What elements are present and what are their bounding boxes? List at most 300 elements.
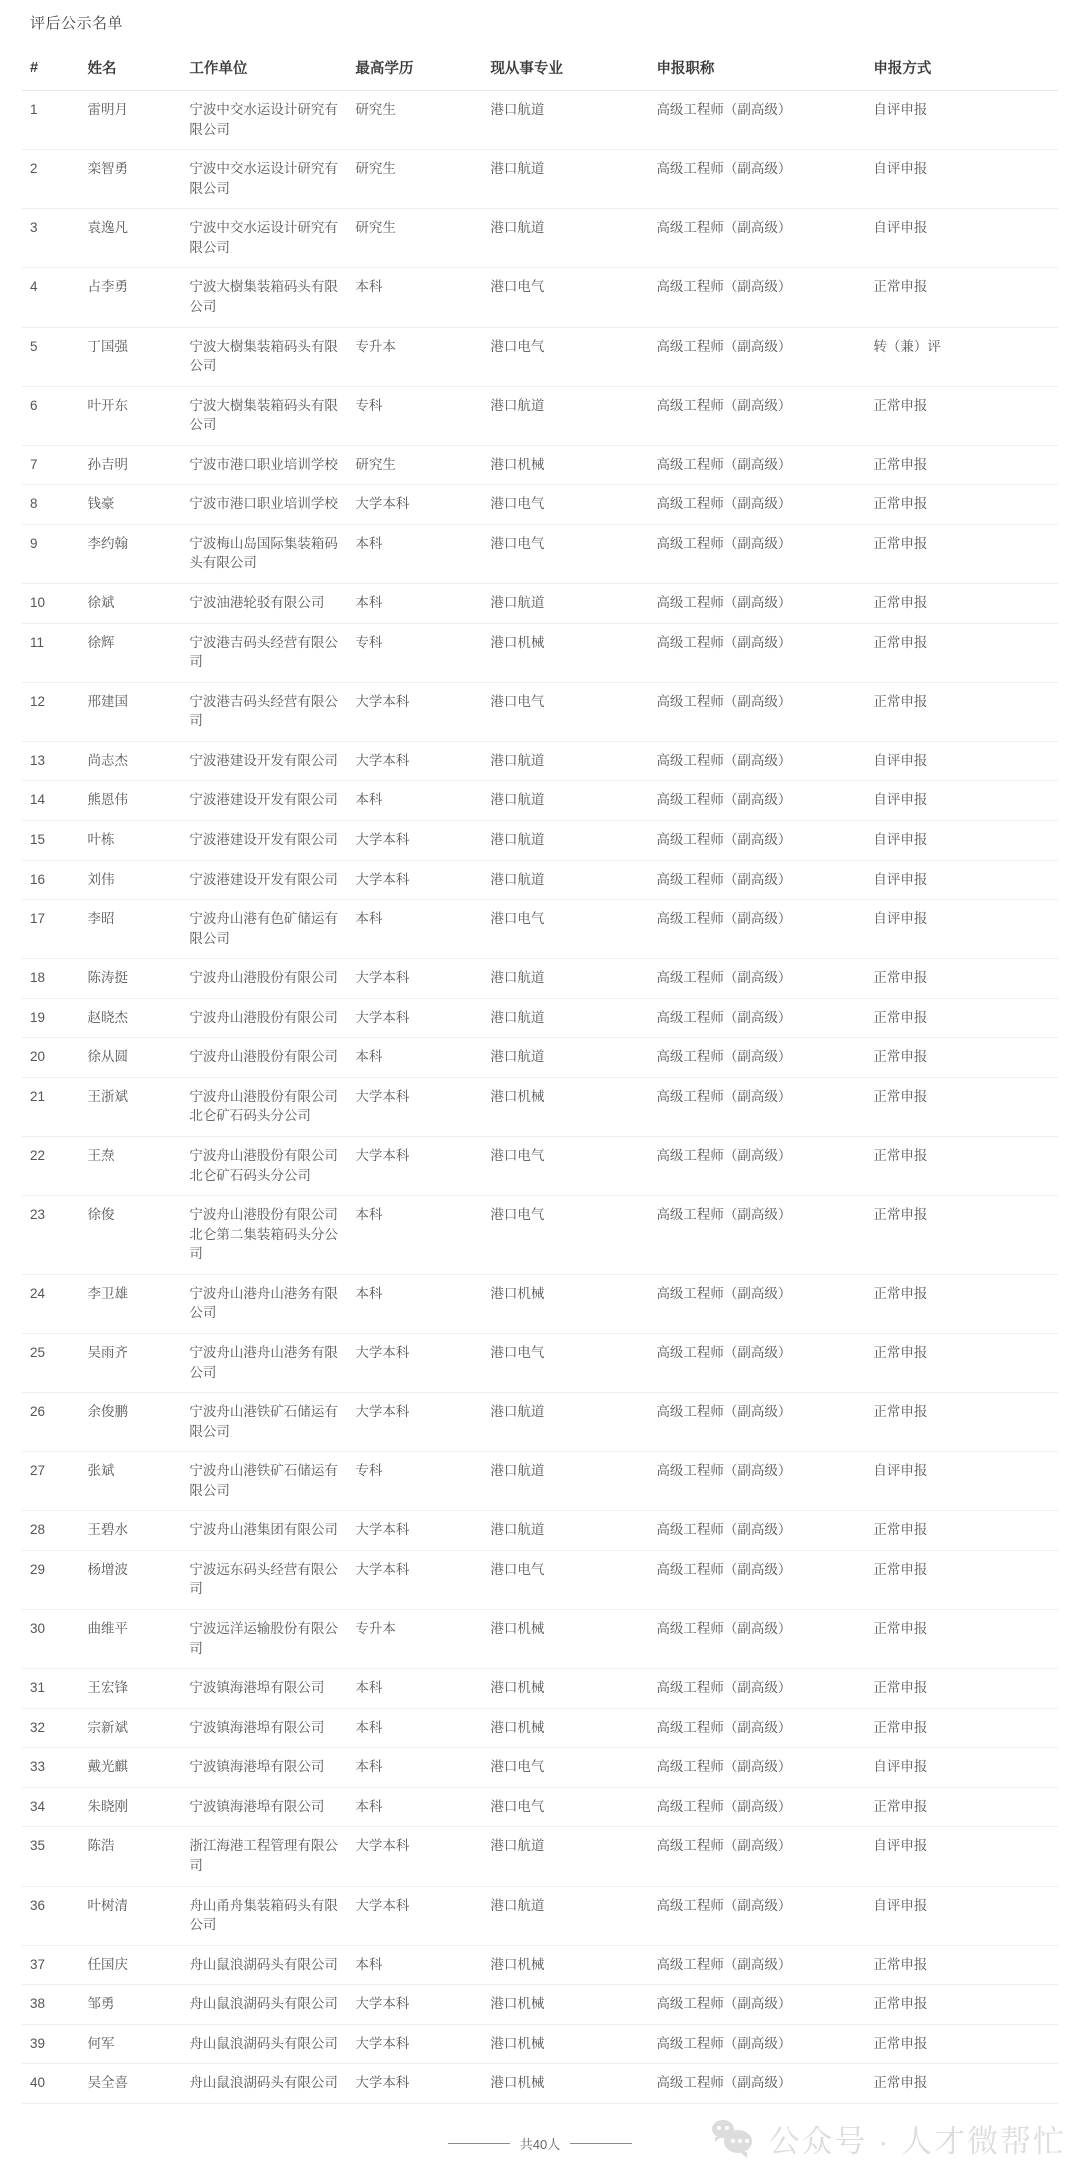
cell-name: 栾智勇 [80,150,182,209]
cell-index: 2 [22,150,80,209]
cell-title: 高级工程师（副高级） [648,781,865,821]
cell-method: 正常申报 [865,1511,1058,1551]
cell-method: 正常申报 [865,1669,1058,1709]
cell-method: 自评申报 [865,91,1058,150]
cell-title: 高级工程师（副高级） [648,524,865,583]
cell-name: 戴光麒 [80,1748,182,1788]
cell-major: 港口航道 [482,1827,648,1886]
cell-title: 高级工程师（副高级） [648,1985,865,2025]
cell-index: 3 [22,209,80,268]
cell-name: 叶树清 [80,1886,182,1945]
total-count-label: 共40人 [519,2136,561,2152]
cell-org: 宁波大樹集装箱码头有限公司 [181,327,347,386]
table-row [22,1511,1058,1551]
cell-major: 港口航道 [482,1038,648,1078]
cell-index: 21 [22,1077,80,1136]
cell-major: 港口航道 [482,860,648,900]
cell-title: 高级工程师（副高级） [648,1610,865,1669]
cell-name: 王焘 [80,1137,182,1196]
cell-index: 13 [22,741,80,781]
watermark-text: 公众号 · 人才微帮忙 [768,2123,1066,2159]
cell-education: 专科 [347,1452,482,1511]
table-row [22,268,1058,327]
cell-index: 1 [22,91,80,150]
cell-education: 本科 [347,1038,482,1078]
cell-method: 自评申报 [865,820,1058,860]
cell-education: 大学本科 [347,2024,482,2064]
cell-org: 宁波港建设开发有限公司 [181,860,347,900]
cell-name: 宗新斌 [80,1708,182,1748]
cell-major: 港口机械 [482,1610,648,1669]
cell-index: 22 [22,1137,80,1196]
cell-org: 宁波镇海港埠有限公司 [181,1787,347,1827]
cell-title: 高级工程师（副高级） [648,1748,865,1788]
cell-index: 12 [22,682,80,741]
cell-index: 7 [22,445,80,485]
cell-education: 本科 [347,1196,482,1275]
cell-method: 自评申报 [865,860,1058,900]
table-row [22,900,1058,959]
cell-index: 33 [22,1748,80,1788]
cell-title: 高级工程师（副高级） [648,1827,865,1886]
table-row [22,1827,1058,1886]
table-row [22,1787,1058,1827]
cell-education: 研究生 [347,91,482,150]
cell-major: 港口航道 [482,584,648,624]
cell-title: 高级工程师（副高级） [648,91,865,150]
cell-method: 自评申报 [865,781,1058,821]
footer-rule-right [570,2143,632,2144]
cell-education: 专升本 [347,1610,482,1669]
cell-title: 高级工程师（副高级） [648,1274,865,1333]
table-row [22,1077,1058,1136]
cell-title: 高级工程师（副高级） [648,268,865,327]
table-row [22,741,1058,781]
cell-name: 曲维平 [80,1610,182,1669]
cell-major: 港口机械 [482,1945,648,1985]
cell-method: 正常申报 [865,485,1058,525]
cell-method: 正常申报 [865,1610,1058,1669]
cell-education: 本科 [347,900,482,959]
table-row [22,1038,1058,1078]
cell-index: 4 [22,268,80,327]
cell-org: 宁波中交水运设计研究有限公司 [181,209,347,268]
cell-major: 港口电气 [482,682,648,741]
cell-name: 徐斌 [80,584,182,624]
cell-method: 转（兼）评 [865,327,1058,386]
cell-education: 本科 [347,584,482,624]
cell-org: 宁波油港轮驳有限公司 [181,584,347,624]
cell-education: 大学本科 [347,1886,482,1945]
cell-org: 宁波舟山港股份有限公司北仑第二集装箱码头分公司 [181,1196,347,1275]
cell-org: 宁波舟山港铁矿石储运有限公司 [181,1452,347,1511]
cell-index: 27 [22,1452,80,1511]
cell-name: 叶开东 [80,386,182,445]
cell-index: 35 [22,1827,80,1886]
cell-index: 18 [22,959,80,999]
cell-index: 30 [22,1610,80,1669]
cell-method: 正常申报 [865,682,1058,741]
cell-method: 正常申报 [865,1333,1058,1392]
table-row [22,1886,1058,1945]
table-row [22,959,1058,999]
cell-education: 大学本科 [347,820,482,860]
cell-name: 熊恩伟 [80,781,182,821]
cell-title: 高级工程师（副高级） [648,860,865,900]
cell-title: 高级工程师（副高级） [648,741,865,781]
page-title: 评后公示名单 [30,15,124,32]
cell-name: 王浙斌 [80,1077,182,1136]
cell-title: 高级工程师（副高级） [648,1787,865,1827]
cell-education: 大学本科 [347,1333,482,1392]
cell-education: 本科 [347,781,482,821]
cell-org: 宁波舟山港集团有限公司 [181,1511,347,1551]
cell-title: 高级工程师（副高级） [648,445,865,485]
cell-index: 32 [22,1708,80,1748]
table-row [22,209,1058,268]
cell-name: 邢建国 [80,682,182,741]
cell-title: 高级工程师（副高级） [648,1886,865,1945]
table-row [22,2024,1058,2064]
column-header-name: 姓名 [80,47,182,91]
cell-title: 高级工程师（副高级） [648,584,865,624]
cell-org: 宁波市港口职业培训学校 [181,445,347,485]
cell-org: 宁波镇海港埠有限公司 [181,1669,347,1709]
cell-method: 自评申报 [865,741,1058,781]
cell-method: 正常申报 [865,623,1058,682]
cell-method: 自评申报 [865,1452,1058,1511]
cell-method: 正常申报 [865,524,1058,583]
table-row [22,682,1058,741]
cell-method: 正常申报 [865,1038,1058,1078]
cell-org: 宁波舟山港股份有限公司 [181,959,347,999]
cell-title: 高级工程师（副高级） [648,1393,865,1452]
table-body [22,91,1058,2104]
cell-method: 正常申报 [865,268,1058,327]
cell-method: 自评申报 [865,1886,1058,1945]
cell-org: 宁波远东码头经营有限公司 [181,1550,347,1609]
table-row [22,1137,1058,1196]
column-header-index: # [22,47,80,91]
table-row [22,820,1058,860]
cell-major: 港口电气 [482,1787,648,1827]
cell-name: 叶栋 [80,820,182,860]
cell-org: 宁波市港口职业培训学校 [181,485,347,525]
cell-org: 宁波中交水运设计研究有限公司 [181,150,347,209]
cell-method: 正常申报 [865,1137,1058,1196]
cell-method: 自评申报 [865,900,1058,959]
cell-title: 高级工程师（副高级） [648,1077,865,1136]
cell-major: 港口机械 [482,2024,648,2064]
cell-education: 本科 [347,524,482,583]
cell-index: 5 [22,327,80,386]
cell-method: 自评申报 [865,1827,1058,1886]
cell-method: 正常申报 [865,1196,1058,1275]
cell-org: 宁波中交水运设计研究有限公司 [181,91,347,150]
cell-index: 19 [22,998,80,1038]
cell-org: 宁波港吉码头经营有限公司 [181,682,347,741]
table-row [22,150,1058,209]
cell-org: 宁波镇海港埠有限公司 [181,1748,347,1788]
cell-major: 港口航道 [482,91,648,150]
cell-major: 港口电气 [482,268,648,327]
cell-title: 高级工程师（副高级） [648,485,865,525]
cell-name: 赵晓杰 [80,998,182,1038]
cell-index: 15 [22,820,80,860]
cell-title: 高级工程师（副高级） [648,1669,865,1709]
cell-major: 港口机械 [482,1708,648,1748]
cell-education: 专科 [347,623,482,682]
cell-index: 10 [22,584,80,624]
cell-major: 港口电气 [482,1550,648,1609]
table-row [22,524,1058,583]
cell-method: 正常申报 [865,1708,1058,1748]
cell-index: 9 [22,524,80,583]
cell-method: 正常申报 [865,1393,1058,1452]
table-header [22,47,1058,91]
cell-major: 港口航道 [482,959,648,999]
table-row [22,1274,1058,1333]
cell-index: 28 [22,1511,80,1551]
publicity-list-table [22,47,1058,2104]
cell-org: 宁波梅山岛国际集装箱码头有限公司 [181,524,347,583]
cell-org: 宁波舟山港舟山港务有限公司 [181,1274,347,1333]
cell-major: 港口机械 [482,623,648,682]
cell-method: 自评申报 [865,150,1058,209]
table-row [22,386,1058,445]
cell-major: 港口机械 [482,445,648,485]
cell-major: 港口航道 [482,741,648,781]
cell-name: 徐辉 [80,623,182,682]
cell-org: 宁波舟山港铁矿石储运有限公司 [181,1393,347,1452]
cell-method: 正常申报 [865,2064,1058,2104]
cell-major: 港口航道 [482,1452,648,1511]
cell-index: 25 [22,1333,80,1392]
cell-method: 正常申报 [865,959,1058,999]
cell-index: 37 [22,1945,80,1985]
cell-index: 40 [22,2064,80,2104]
cell-major: 港口航道 [482,820,648,860]
cell-education: 大学本科 [347,1985,482,2025]
cell-name: 尚志杰 [80,741,182,781]
table-row [22,327,1058,386]
cell-name: 袁逸凡 [80,209,182,268]
cell-education: 研究生 [347,445,482,485]
cell-major: 港口机械 [482,1669,648,1709]
table-row [22,485,1058,525]
column-header-major: 现从事专业 [482,47,648,91]
table-row [22,1748,1058,1788]
cell-education: 大学本科 [347,1077,482,1136]
cell-method: 自评申报 [865,1748,1058,1788]
cell-name: 任国庆 [80,1945,182,1985]
cell-education: 研究生 [347,150,482,209]
cell-education: 大学本科 [347,682,482,741]
table-row [22,1196,1058,1275]
cell-education: 本科 [347,1669,482,1709]
footer-rule-left [448,2143,510,2144]
cell-major: 港口航道 [482,150,648,209]
cell-index: 39 [22,2024,80,2064]
table-row [22,1333,1058,1392]
cell-major: 港口航道 [482,1511,648,1551]
cell-major: 港口电气 [482,485,648,525]
cell-major: 港口航道 [482,386,648,445]
cell-major: 港口电气 [482,1748,648,1788]
cell-education: 大学本科 [347,741,482,781]
table-row [22,1985,1058,2025]
cell-org: 宁波大樹集装箱码头有限公司 [181,268,347,327]
cell-name: 刘伟 [80,860,182,900]
cell-title: 高级工程师（副高级） [648,820,865,860]
cell-title: 高级工程师（副高级） [648,623,865,682]
cell-index: 34 [22,1787,80,1827]
cell-major: 港口电气 [482,524,648,583]
cell-education: 本科 [347,1945,482,1985]
cell-major: 港口电气 [482,1137,648,1196]
cell-org: 宁波舟山港股份有限公司 [181,998,347,1038]
table-row [22,1452,1058,1511]
cell-org: 宁波舟山港股份有限公司北仑矿石码头分公司 [181,1077,347,1136]
cell-name: 吴全喜 [80,2064,182,2104]
cell-education: 本科 [347,1274,482,1333]
cell-title: 高级工程师（副高级） [648,386,865,445]
table-row [22,860,1058,900]
cell-org: 浙江海港工程管理有限公司 [181,1827,347,1886]
cell-education: 本科 [347,268,482,327]
column-header-education: 最高学历 [347,47,482,91]
cell-index: 20 [22,1038,80,1078]
cell-method: 正常申报 [865,445,1058,485]
cell-name: 杨增波 [80,1550,182,1609]
cell-title: 高级工程师（副高级） [648,2024,865,2064]
table-row [22,1945,1058,1985]
cell-name: 钱豪 [80,485,182,525]
cell-index: 16 [22,860,80,900]
cell-name: 丁国强 [80,327,182,386]
cell-major: 港口航道 [482,1886,648,1945]
cell-title: 高级工程师（副高级） [648,998,865,1038]
cell-method: 正常申报 [865,1274,1058,1333]
cell-method: 正常申报 [865,1787,1058,1827]
cell-name: 徐俊 [80,1196,182,1275]
cell-education: 大学本科 [347,1393,482,1452]
cell-title: 高级工程师（副高级） [648,1038,865,1078]
cell-major: 港口机械 [482,1077,648,1136]
cell-major: 港口机械 [482,2064,648,2104]
table-row [22,1550,1058,1609]
cell-index: 36 [22,1886,80,1945]
cell-title: 高级工程师（副高级） [648,1945,865,1985]
cell-name: 徐从圆 [80,1038,182,1078]
cell-title: 高级工程师（副高级） [648,1137,865,1196]
cell-method: 正常申报 [865,1550,1058,1609]
cell-title: 高级工程师（副高级） [648,1333,865,1392]
cell-education: 大学本科 [347,998,482,1038]
cell-education: 大学本科 [347,959,482,999]
cell-name: 何军 [80,2024,182,2064]
cell-education: 专升本 [347,327,482,386]
cell-name: 雷明月 [80,91,182,150]
cell-name: 李约翰 [80,524,182,583]
cell-title: 高级工程师（副高级） [648,900,865,959]
cell-major: 港口电气 [482,1196,648,1275]
cell-method: 自评申报 [865,209,1058,268]
cell-major: 港口机械 [482,1274,648,1333]
table-row [22,1708,1058,1748]
cell-org: 宁波港建设开发有限公司 [181,820,347,860]
cell-index: 17 [22,900,80,959]
table-row [22,1393,1058,1452]
cell-index: 11 [22,623,80,682]
cell-index: 23 [22,1196,80,1275]
cell-org: 宁波大樹集装箱码头有限公司 [181,386,347,445]
cell-index: 38 [22,1985,80,2025]
cell-method: 正常申报 [865,998,1058,1038]
cell-method: 正常申报 [865,386,1058,445]
cell-index: 14 [22,781,80,821]
cell-index: 6 [22,386,80,445]
cell-org: 宁波舟山港舟山港务有限公司 [181,1333,347,1392]
cell-org: 宁波舟山港有色矿储运有限公司 [181,900,347,959]
cell-index: 24 [22,1274,80,1333]
cell-name: 李卫雄 [80,1274,182,1333]
cell-index: 29 [22,1550,80,1609]
cell-major: 港口航道 [482,1393,648,1452]
cell-name: 张斌 [80,1452,182,1511]
table-row [22,998,1058,1038]
cell-index: 31 [22,1669,80,1709]
cell-title: 高级工程师（副高级） [648,209,865,268]
cell-name: 朱晓刚 [80,1787,182,1827]
cell-major: 港口电气 [482,327,648,386]
cell-index: 8 [22,485,80,525]
table-header-row [22,47,1058,91]
table-row [22,1610,1058,1669]
cell-title: 高级工程师（副高级） [648,959,865,999]
cell-major: 港口航道 [482,781,648,821]
cell-org: 宁波远洋运输股份有限公司 [181,1610,347,1669]
column-header-org: 工作单位 [181,47,347,91]
cell-title: 高级工程师（副高级） [648,682,865,741]
table-row [22,1669,1058,1709]
table-row [22,2064,1058,2104]
table-row [22,623,1058,682]
cell-education: 大学本科 [347,1511,482,1551]
cell-major: 港口电气 [482,1333,648,1392]
table-row [22,781,1058,821]
cell-name: 吴雨齐 [80,1333,182,1392]
cell-org: 宁波港建设开发有限公司 [181,781,347,821]
cell-education: 大学本科 [347,1827,482,1886]
cell-education: 大学本科 [347,485,482,525]
cell-education: 本科 [347,1748,482,1788]
cell-name: 邹勇 [80,1985,182,2025]
table-row [22,91,1058,150]
cell-name: 陈涛挺 [80,959,182,999]
cell-education: 大学本科 [347,2064,482,2104]
cell-method: 正常申报 [865,1985,1058,2025]
cell-education: 大学本科 [347,1550,482,1609]
cell-title: 高级工程师（副高级） [648,150,865,209]
cell-org: 舟山鼠浪湖码头有限公司 [181,1945,347,1985]
cell-method: 正常申报 [865,1945,1058,1985]
cell-title: 高级工程师（副高级） [648,1550,865,1609]
cell-major: 港口航道 [482,998,648,1038]
cell-title: 高级工程师（副高级） [648,1708,865,1748]
cell-education: 专科 [347,386,482,445]
column-header-method: 申报方式 [865,47,1058,91]
